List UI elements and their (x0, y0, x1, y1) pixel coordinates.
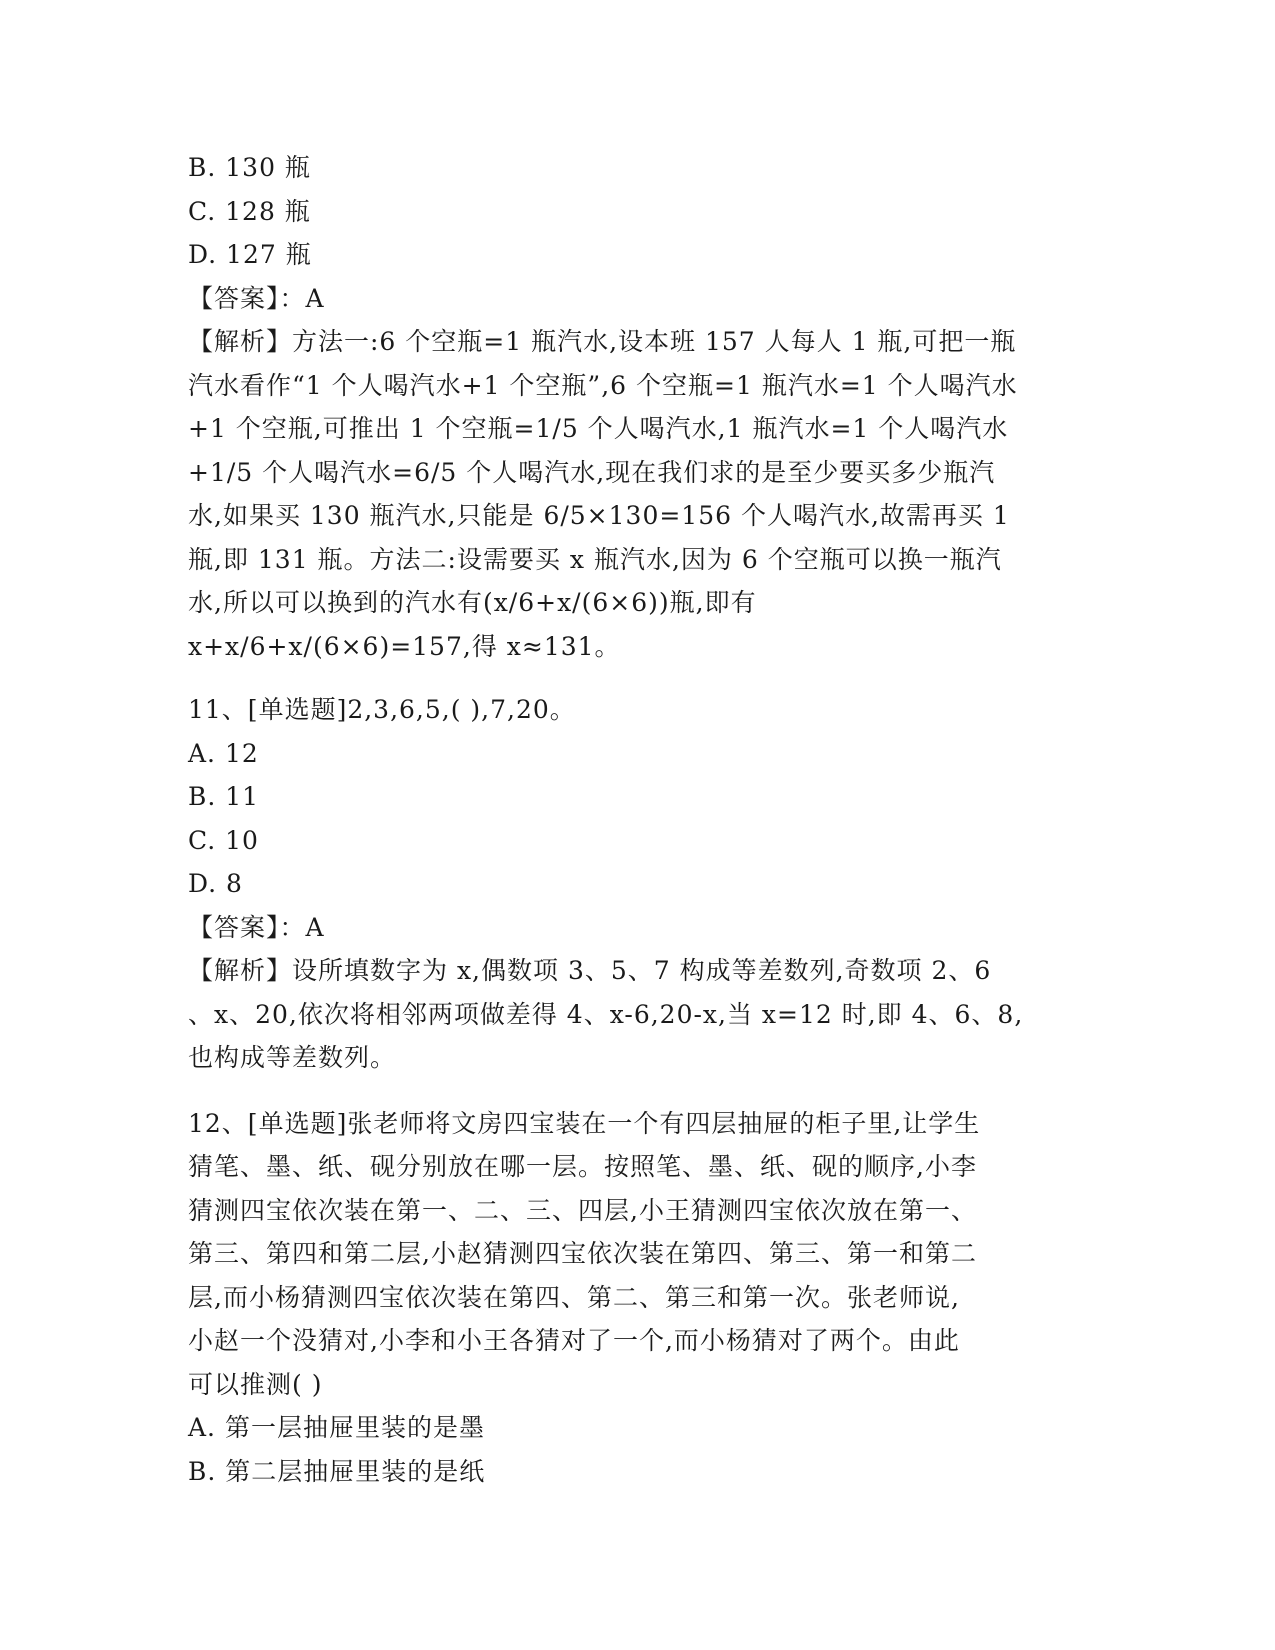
option-c: C. 10 (188, 825, 259, 855)
option-d: D. 8 (188, 869, 243, 898)
answer-label: 【答案】：A (188, 283, 325, 313)
analysis-line: 也构成等差数列。 (188, 1043, 397, 1072)
stem-line: 层,而小杨猜测四宝依次装在第四、第二、第三和第一次。张老师说, (188, 1282, 960, 1312)
stem-line: 小赵一个没猜对,小李和小王各猜对了一个,而小杨猜对了两个。由此 (188, 1326, 960, 1355)
stem-line: 猜笔、墨、纸、砚分别放在哪一层。按照笔、墨、纸、砚的顺序,小李 (188, 1152, 977, 1181)
analysis-line: 、x、20,依次将相邻两项做差得 4、x-6,20-x,当 x=12 时,即 4、6、8, (188, 999, 1024, 1029)
question-12-options (188, 1406, 1088, 1493)
analysis-line: +1/5 个人喝汽水=6/5 个人喝汽水,现在我们求的是至少要买多少瓶汽 (188, 457, 996, 487)
option-b: B. 130 瓶 (188, 153, 311, 182)
option-d: D. 127 瓶 (188, 240, 312, 269)
spacer (188, 1080, 1088, 1102)
analysis-block (188, 949, 1088, 1080)
analysis-line: 汽水看作“1 个人喝汽水+1 个空瓶”,6 个空瓶=1 瓶汽水=1 个人喝汽水 (188, 370, 1018, 400)
question-11-stem: 11、[单选题]2,3,6,5,( ),7,20。 (188, 695, 576, 724)
analysis-line: 瓶,即 131 瓶。方法二:设需要买 x 瓶汽水,因为 6 个空瓶可以换一瓶汽 (188, 544, 1002, 574)
question-11-options (188, 732, 1088, 906)
analysis-block (188, 320, 1088, 668)
question-12-stem (188, 1102, 1088, 1407)
analysis-line: 水,如果买 130 瓶汽水,只能是 6/5×130=156 个人喝汽水,故需再买 1 (188, 501, 1010, 530)
option-c: C. 128 瓶 (188, 196, 311, 226)
stem-line: 可以推测( ) (188, 1369, 323, 1399)
question-10-options (188, 146, 1088, 277)
analysis-line: x+x/6+x/(6×6)=157,得 x≈131。 (188, 631, 621, 661)
answer-label: 【答案】：A (188, 912, 325, 942)
document-page (188, 146, 1088, 1493)
option-b: B. 11 (188, 782, 260, 811)
stem-line: 猜测四宝依次装在第一、二、三、四层,小王猜测四宝依次放在第一、 (188, 1195, 977, 1225)
stem-line: 12、[单选题]张老师将文房四宝装在一个有四层抽屉的柜子里,让学生 (188, 1108, 981, 1138)
analysis-line: +1 个空瓶,可推出 1 个空瓶=1/5 个人喝汽水,1 瓶汽水=1 个人喝汽水 (188, 414, 1009, 443)
spacer (188, 668, 1088, 688)
analysis-line: 【解析】设所填数字为 x,偶数项 3、5、7 构成等差数列,奇数项 2、6 (188, 956, 992, 985)
option-a: A. 12 (188, 738, 259, 768)
stem-line: 第三、第四和第二层,小赵猜测四宝依次装在第四、第三、第一和第二 (188, 1239, 977, 1268)
option-b: B. 第二层抽屉里装的是纸 (188, 1456, 486, 1486)
analysis-line: 【解析】方法一:6 个空瓶=1 瓶汽水,设本班 157 人每人 1 瓶,可把一瓶 (188, 327, 1017, 356)
analysis-line: 水,所以可以换到的汽水有(x/6+x/(6×6))瓶,即有 (188, 588, 757, 617)
option-a: A. 第一层抽屉里装的是墨 (188, 1413, 485, 1442)
